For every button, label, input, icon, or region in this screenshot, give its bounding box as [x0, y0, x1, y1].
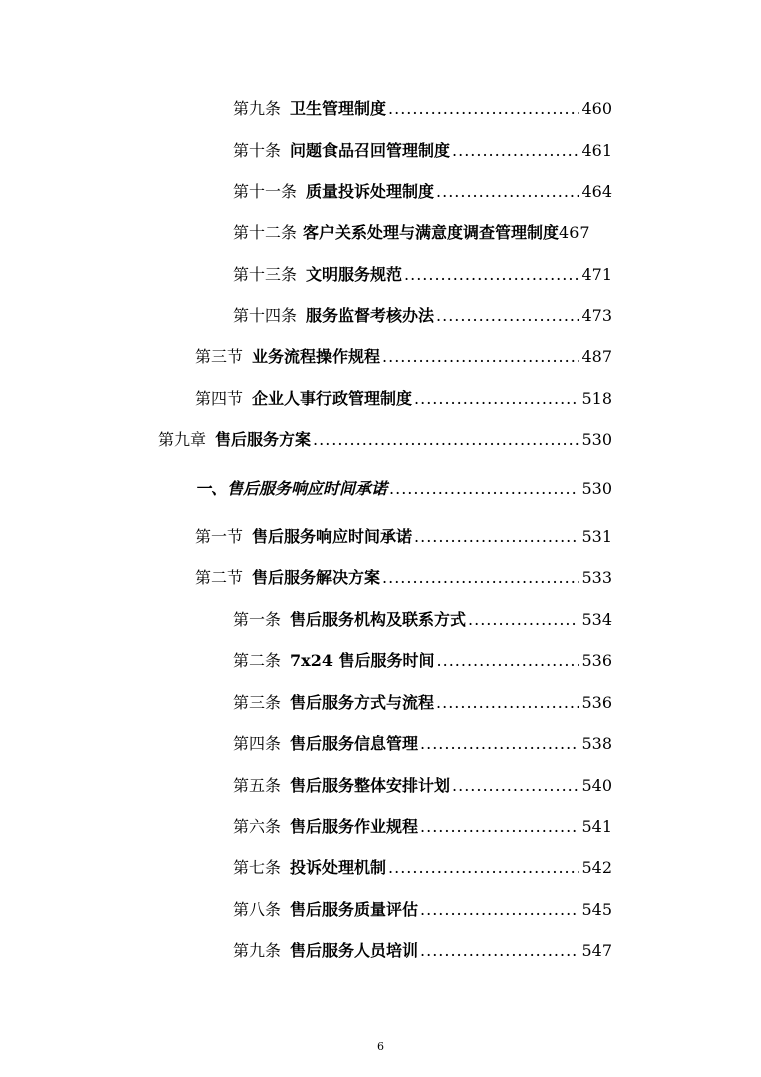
toc-entry-page: 533 — [581, 568, 612, 587]
toc-entry-title: 一、售后服务响应时间承诺 — [195, 479, 388, 498]
toc-entry-number: 第十四条 — [233, 306, 298, 325]
toc-entry-title: 7x24 售后服务时间 — [290, 651, 435, 670]
toc-entry-title: 文明服务规范 — [306, 265, 403, 284]
toc-entry-number: 第一条 — [233, 610, 282, 629]
toc-entry-page: 473 — [581, 306, 612, 325]
toc-entry-title: 售后服务质量评估 — [290, 900, 419, 919]
dot-leader — [468, 608, 579, 632]
toc-entry-page: 536 — [581, 693, 612, 712]
toc-entry-page: 461 — [581, 141, 612, 160]
toc-entry[interactable] — [233, 774, 612, 798]
toc-entry-number: 第三条 — [233, 693, 282, 712]
toc-entry[interactable] — [233, 649, 612, 673]
toc-entry[interactable] — [233, 815, 612, 839]
toc-entry-number: 第十条 — [233, 141, 282, 160]
dot-leader — [382, 345, 579, 369]
toc-entry-page: 540 — [581, 776, 612, 795]
toc-entry[interactable] — [195, 477, 612, 501]
toc-entry[interactable] — [233, 898, 612, 922]
toc-entry[interactable] — [195, 387, 612, 411]
toc-entry-title: 售后服务解决方案 — [252, 568, 381, 587]
toc-entry-number: 第二节 — [195, 568, 244, 587]
toc-entry[interactable] — [233, 304, 612, 328]
toc-entry-title: 卫生管理制度 — [290, 99, 387, 118]
toc-entry-page: 536 — [581, 651, 612, 670]
toc-entry-page: 545 — [581, 900, 612, 919]
toc-entry-page: 541 — [581, 817, 612, 836]
toc-entry[interactable] — [233, 263, 612, 287]
toc-entry-page: 530 — [581, 430, 612, 449]
toc-entry-page: 467 — [559, 223, 590, 242]
toc-entry-title: 服务监督考核办法 — [306, 306, 435, 325]
toc-entry-title: 企业人事行政管理制度 — [252, 389, 413, 408]
toc-entry-number: 第五条 — [233, 776, 282, 795]
toc-entry-number: 第二条 — [233, 651, 282, 670]
toc-entry-number: 第一节 — [195, 527, 244, 546]
toc-entry-page: 542 — [581, 858, 612, 877]
toc-entry-number: 第四节 — [195, 389, 244, 408]
toc-entry[interactable] — [233, 221, 612, 245]
toc-entry-title: 售后服务机构及联系方式 — [290, 610, 467, 629]
toc-entry-page: 531 — [581, 527, 612, 546]
toc-entry-number: 第八条 — [233, 900, 282, 919]
toc-entry-page: 464 — [581, 182, 612, 201]
dot-leader — [436, 180, 579, 204]
toc-entry-number: 第十三条 — [233, 265, 298, 284]
toc-entry[interactable] — [233, 97, 612, 121]
toc-entry-page: 471 — [581, 265, 612, 284]
toc-entry-page: 487 — [581, 347, 612, 366]
dot-leader — [452, 139, 579, 163]
dot-leader — [389, 477, 579, 501]
toc-entry-title: 售后服务信息管理 — [290, 734, 419, 753]
toc-entry[interactable] — [158, 428, 612, 452]
toc-entry-number: 第九条 — [233, 941, 282, 960]
toc-entry-page: 460 — [581, 99, 612, 118]
dot-leader — [414, 387, 579, 411]
toc-entry-page: 547 — [581, 941, 612, 960]
toc-entry-title: 业务流程操作规程 — [252, 347, 381, 366]
toc-entry-number: 第六条 — [233, 817, 282, 836]
toc-entry-title: 客户关系处理与满意度调查管理制度 — [303, 223, 560, 242]
toc-entry[interactable] — [195, 525, 612, 549]
toc-entry[interactable] — [233, 732, 612, 756]
dot-leader — [420, 815, 579, 839]
toc-entry-number: 第十一条 — [233, 182, 298, 201]
toc-entry-title: 售后服务方案 — [215, 430, 312, 449]
toc-entry-page: 538 — [581, 734, 612, 753]
dot-leader — [404, 263, 579, 287]
dot-leader — [436, 304, 579, 328]
toc-entry[interactable] — [233, 608, 612, 632]
toc-entry-title: 问题食品召回管理制度 — [290, 141, 451, 160]
toc-entry-title: 质量投诉处理制度 — [306, 182, 435, 201]
toc-entry-page: 534 — [581, 610, 612, 629]
dot-leader — [420, 939, 579, 963]
toc-entry-number: 第四条 — [233, 734, 282, 753]
dot-leader — [436, 691, 579, 715]
toc-entry[interactable] — [233, 856, 612, 880]
toc-entry-title: 投诉处理机制 — [290, 858, 387, 877]
toc-entry[interactable] — [233, 691, 612, 715]
dot-leader — [420, 898, 579, 922]
toc-entry-number: 第九章 — [158, 430, 207, 449]
toc-entry-page: 530 — [581, 479, 612, 498]
toc-entry-page: 518 — [581, 389, 612, 408]
dot-leader — [313, 428, 579, 452]
toc-entry-title: 售后服务方式与流程 — [290, 693, 435, 712]
toc-entry[interactable] — [195, 345, 612, 369]
dot-leader — [382, 566, 579, 590]
toc-entry[interactable] — [233, 139, 612, 163]
toc-entry[interactable] — [233, 180, 612, 204]
page-number: 6 — [377, 1040, 384, 1053]
dot-leader — [437, 649, 580, 673]
dot-leader — [420, 732, 579, 756]
dot-leader — [452, 774, 579, 798]
toc-entry-number: 第九条 — [233, 99, 282, 118]
toc-entry-title: 售后服务整体安排计划 — [290, 776, 451, 795]
toc-entry-number: 第三节 — [195, 347, 244, 366]
toc-entry-title: 售后服务人员培训 — [290, 941, 419, 960]
toc-entry-title: 售后服务作业规程 — [290, 817, 419, 836]
toc-entry-number: 第七条 — [233, 858, 282, 877]
toc-entry[interactable] — [195, 566, 612, 590]
toc-entry-title: 售后服务响应时间承诺 — [252, 527, 413, 546]
dot-leader — [388, 856, 579, 880]
toc-entry-number: 第十二条 — [233, 223, 298, 242]
toc-entry[interactable] — [233, 939, 612, 963]
dot-leader — [388, 97, 579, 121]
dot-leader — [414, 525, 579, 549]
